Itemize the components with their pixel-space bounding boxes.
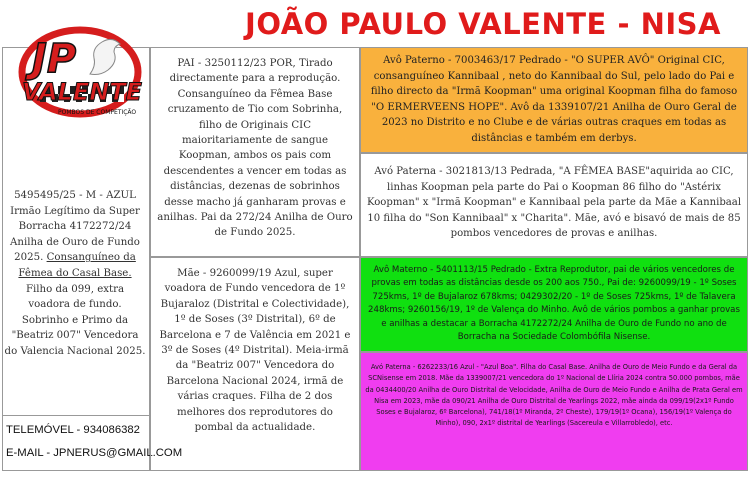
email-text: E-MAIL - JPNERUS@GMAIL.COM <box>6 447 183 459</box>
paternal-grandmother-cell: Avó Paterna - 3021813/13 Pedrada, "A FÊMEA BASE"aquirida ao CIC, linhas Koopman pela parte do Pai o Koopman 86 filho do "Astérix Koopman" x "Irmã Koopman" e Kannibaal pela parte da Mãe a Kannibaal 10 filha do "Son Kannibaal" x "Charita". Mãe, avó e bisavó de mais de 85 pombos vencedores de provas e anilhas. <box>360 153 748 257</box>
father-cell: PAI - 3250112/23 POR, Tirado directamente para a reprodução. Consanguíneo da Fêmea Base cruzamento de Tio com Sobrinha, filho de Originais CIC maioritariamente de sangue Koopman, ambos os pais com descendentes a vencer em todas as distâncias, dezenas de sobrinhos desse macho já ganharam provas e anilhas. Pai da 272/24 Anilha de Ouro de Fundo 2025. <box>150 47 360 257</box>
maternal-grandmother-cell: Avó Paterna - 6262233/16 Azul - "Azul Boa". Filha do Casal Base. Anilha de Ouro de Meio Fundo e da Geral da SCNisense em 2018. Mãe da 1339007/21 vencedora do 1º Nacional de Llíria 2024 contra 50.000 pombos, mãe da 0434400/20 Anilha de Ouro Distrital de Velocidade, Anilha de Ouro de Meio Fundo e Anilha de Prata Geral em Nisa em 2023, mãe da 090/21 Anilha de Ouro Distrital de Yearlings 2022, mãe ainda da 099/19(2x1º Fundo Soses e Bujalaroz, 6º Barcelona), 741/18(1º Miranda, 2º Chestе), 179/19(1º Ocana), 156/19(1º Valença do Minho), 090, 2x1º distrital de Yearlings (Sacereula e Villarrobledo), etc. <box>360 352 748 471</box>
jp-valente-logo <box>10 22 150 130</box>
svg-text:JP: JP <box>32 36 77 82</box>
svg-text:POMBOS DE COMPETIÇÃO: POMBOS DE COMPETIÇÃO <box>58 109 137 116</box>
contact-box <box>2 415 183 471</box>
subject-text-b: Consanguíneo da Fêmea do Casal Base. <box>18 252 136 279</box>
paternal-grandfather-cell: Avô Paterno - 7003463/17 Pedrado - "O SUPER AVÔ" Original CIC, consanguíneo Kannibaal , neto do Kannibaal do Sul, pelo lado do Pai e filho directo da "Irmã Koopman" uma original Koopman filha do famoso "O ERMERVEENS HOPE". Avô da 1339107/21 Anilha de Ouro Geral de 2023 no Distrito e no Clube e de várias outras craques em todas as distâncias e também em derbys. <box>360 47 748 153</box>
svg-text:VALENTE: VALENTE <box>22 78 143 106</box>
subject-text-a: 5495495/25 - M - AZUL Irmão Legítimo da Super Borracha 4172272/24 Anilha de Ouro de Fundo 2025. <box>10 190 140 264</box>
subject-pigeon-description <box>4 188 146 360</box>
subject-text-c: Filho da 099, extra voadora de fundo. Sobrinho e Primo da "Beatriz 007" Vencedora do Valencia Nacional 2025. <box>4 283 146 357</box>
page-title: JOÃO PAULO VALENTE - NISA <box>245 7 721 41</box>
mother-cell: Mãe - 9260099/19 Azul, super voadora de Fundo vencedora de 1º Bujaraloz (Distrital e Colectividade), 1º de Soses (3º Distrital), 6º de Barcelona e 7 de Valência em 2021 e 3º de Soses (4º Distrital). Meia-irmã da "Beatriz 007" Vencedora do Barcelona Nacional 2024, irmã de várias craques. Filha de 2 dos melhores dos reprodutores do pombal da actualidade. <box>150 257 360 471</box>
logo <box>10 22 150 130</box>
maternal-grandfather-cell: Avô Materno - 5401113/15 Pedrado - Extra Reprodutor, pai de vários vencedores de provas em todas as distâncias desde os 200 aos 750., Pai de: 9260099/19 - 1º Soses 725kms, 1º de Bujalaroz 678kms; 0429302/20 - 1º de Soses 725kms, 1º de Talavera 248kms; 9260156/19, 1º de Valença do Minho. Avô de vários pombos a ganhar provas e anilhas a destacar a Borracha 4172272/24 Anilha de Ouro de Fundo no ano de Borracha na Sociedade Colombófila Nisense. <box>360 257 748 352</box>
phone-text: TELEMÓVEL - 934086382 <box>6 424 140 436</box>
